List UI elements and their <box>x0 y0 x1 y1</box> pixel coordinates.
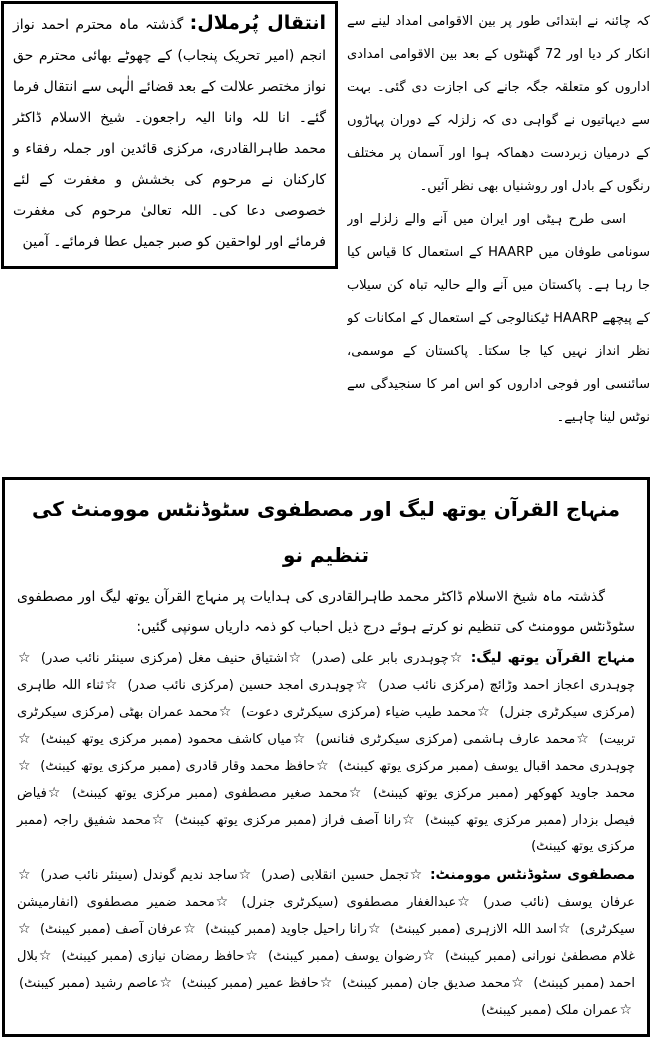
news-column <box>347 0 650 470</box>
star-icon: ☆ <box>511 975 524 991</box>
star-icon: ☆ <box>367 921 381 937</box>
star-icon: ☆ <box>319 975 333 991</box>
member-entry: چوہدری بابر علی (صدر) <box>311 651 449 666</box>
star-icon: ☆ <box>355 677 368 693</box>
member-entry: ساجد ندیم گوندل (سینئر نائب صدر) <box>40 868 238 883</box>
member-entry: اسد اللہ الازہری (ممبر کیبنٹ) <box>389 922 557 937</box>
member-entry: حافظ محمد وقار قادری (ممبر مرکزی یوتھ کیبنٹ) <box>40 759 316 774</box>
member-entry: عرفان یوسف (نائب صدر) <box>482 895 635 910</box>
announcement-intro: گذشتہ ماہ شیخ الاسلام ڈاکٹر محمد طاہرالقادری کی ہدایات پر منہاج القرآن یوتھ لیگ اور مصطفوی سٹوڈنٹس موومنٹ کی تنظیم نو کرتے ہوئے درج ذیل احباب کو ذمہ داریاں سونپی گئیں: <box>17 589 635 635</box>
member-entry: تجمل حسین انقلابی (صدر) <box>261 868 409 883</box>
announcement-heading: منہاج القرآن یوتھ لیگ اور مصطفوی سٹوڈنٹس موومنٹ کی تنظیم نو <box>31 497 621 567</box>
star-icon: ☆ <box>104 677 118 693</box>
star-icon: ☆ <box>18 731 31 747</box>
member-entry: عمران ملک (ممبر کیبنٹ) <box>481 1003 619 1018</box>
star-icon: ☆ <box>47 785 61 801</box>
member-entry: محمد عمران بھٹی (مرکزی سیکرٹری تربیت) <box>17 705 636 747</box>
star-icon: ☆ <box>38 948 52 964</box>
star-icon: ☆ <box>292 731 306 747</box>
member-entry: حافظ رمضان نیازی (ممبر کیبنٹ) <box>61 949 245 964</box>
announcement-box <box>2 477 650 1037</box>
star-icon: ☆ <box>288 650 302 666</box>
member-entry: محمد ضمیر مصطفوی (انفارمیشن سیکرٹری) <box>17 895 636 937</box>
member-entry: غلام مصطفیٰ نورانی (ممبر کیبنٹ) <box>444 949 635 964</box>
member-entry: اشتیاق حنیف مغل (مرکزی سینئر نائب صدر) <box>40 651 288 666</box>
star-icon: ☆ <box>215 894 229 910</box>
star-icon: ☆ <box>238 867 252 883</box>
star-icon: ☆ <box>477 704 490 720</box>
star-icon: ☆ <box>18 650 31 666</box>
member-entry: حافظ عمیر (ممبر کیبنٹ) <box>181 976 319 991</box>
member-entry: چوہدری اعجاز احمد وڑائچ (مرکزی نائب صدر) <box>378 678 635 693</box>
member-entry: محمد عارف ہاشمی (مرکزی سیکرٹری فنانس) <box>315 732 576 747</box>
star-icon: ☆ <box>183 921 196 937</box>
star-icon: ☆ <box>159 975 173 991</box>
star-icon: ☆ <box>316 758 329 774</box>
member-entry: عرفان آصف (ممبر کیبنٹ) <box>39 922 183 937</box>
member-entry: محمد شفیق راجہ (ممبر مرکزی یوتھ کیبنٹ) <box>17 813 635 854</box>
member-entry: محمد صغیر مصطفوی (ممبر مرکزی یوتھ کیبنٹ) <box>71 786 348 801</box>
member-entry: میاں کاشف محمود (ممبر مرکزی یوتھ کیبنٹ) <box>40 732 292 747</box>
obituary-body: گذشتہ ماہ محترم احمد نواز انجم (امیر تحریک پنجاب) کے چھوٹے بھائی محترم حق نواز مختصر علالت کے بعد قضائے الٰہی سے انتقال فرما گئے۔ انا للہ وانا الیہ راجعون۔ شیخ الاسلام ڈاکٹر محمد طاہرالقادری، مرکزی قائدین اور جملہ رفقاء و کارکنان نے مرحوم کی بخشش و مغفرت کے لئے خصوصی دعا کی۔ اللہ تعالیٰ مرحوم کی مغفرت فرمائے اور لواحقین کو صبر جمیل عطا فرمائے۔ آمین <box>13 17 326 250</box>
member-entry: بلال احمد (ممبر کیبنٹ) <box>17 949 636 991</box>
news-paragraph-china-aid: کہ چائنہ نے ابتدائی طور پر بین الاقوامی امداد لینے سے انکار کر دیا اور 72 گھنٹوں کے بعد بین الاقوامی امدادی اداروں کو متعلقہ جگہ جانے کی اجازت دی گئی۔ بہت سے دیہاتیوں نے گواہی دی کہ زلزلہ کے دوران پہاڑوں کے درمیان زبردست دھماکہ ہوا اور آسمان پر مختلف رنگوں کے بادل اور روشنیاں بھی نظر آئیں۔ <box>347 14 650 194</box>
news-paragraph-haarp: اسی طرح ہیٹی اور ایران میں آنے والے زلزلے اور سونامی طوفان میں HAARP کے استعمال کا قیاس کیا جا رہا ہے۔ پاکستان میں آنے والے حالیہ تباہ کن سیلاب کے پیچھے HAARP ٹیکنالوجی کے استعمال کے امکانات کو نظر انداز نہیں کیا جا سکتا۔ پاکستان کے موسمی، سائنسی اور فوجی اداروں کو اس امر کا سنجیدگی سے نوٹس لینا چاہیے۔ <box>347 212 650 425</box>
member-entry: محمد جاوید کھوکھر (ممبر مرکزی یوتھ کیبنٹ) <box>372 786 635 801</box>
students-movement-members <box>17 868 635 1018</box>
member-entry: چوہدری محمد اقبال یوسف (ممبر مرکزی یوتھ کیبنٹ) <box>338 759 635 774</box>
star-icon: ☆ <box>151 812 165 828</box>
member-entry: رانا راحیل جاوید (ممبر کیبنٹ) <box>205 922 367 937</box>
member-entry: عاصم رشید (ممبر کیبنٹ) <box>19 976 159 991</box>
obituary-title: انتقال پُرملال: <box>189 12 327 34</box>
member-entry: فیاض فیصل بزدار (ممبر مرکزی یوتھ کیبنٹ) <box>17 786 636 828</box>
obituary-text <box>13 8 326 258</box>
member-entry: محمد صدیق جان (ممبر کیبنٹ) <box>341 976 511 991</box>
star-icon: ☆ <box>245 948 258 964</box>
star-icon: ☆ <box>348 785 362 801</box>
star-icon: ☆ <box>619 1002 632 1018</box>
member-entry: عبدالغفار مصطفوی (سیکرٹری جنرل) <box>241 895 457 910</box>
member-entry: ثناء اللہ طاہری (مرکزی سیکرٹری جنرل) <box>17 678 636 720</box>
star-icon: ☆ <box>557 921 571 937</box>
member-entry: رانا آصف فراز (ممبر مرکزی یوتھ کیبنٹ) <box>174 813 402 828</box>
member-entry: رضوان یوسف (ممبر کیبنٹ) <box>268 949 422 964</box>
star-icon: ☆ <box>18 867 31 883</box>
star-icon: ☆ <box>457 894 470 910</box>
youth-league-list <box>17 645 635 860</box>
star-icon: ☆ <box>402 812 415 828</box>
obituary-box <box>1 1 338 269</box>
group-label-youth-league: منہاج القرآن یوتھ لیگ: <box>470 650 635 666</box>
star-icon: ☆ <box>422 948 435 964</box>
star-icon: ☆ <box>18 921 31 937</box>
youth-league-members <box>17 651 635 854</box>
star-icon: ☆ <box>218 704 232 720</box>
group-label-students-movement: مصطفوی سٹوڈنٹس موومنٹ: <box>429 867 636 883</box>
star-icon: ☆ <box>409 867 423 883</box>
star-icon: ☆ <box>576 731 589 747</box>
member-entry: محمد طیب ضیاء (مرکزی سیکرٹری دعوت) <box>241 705 477 720</box>
star-icon: ☆ <box>18 758 31 774</box>
students-movement-list <box>17 862 635 1024</box>
star-icon: ☆ <box>449 650 463 666</box>
member-entry: چوہدری امجد حسین (مرکزی نائب صدر) <box>127 678 355 693</box>
